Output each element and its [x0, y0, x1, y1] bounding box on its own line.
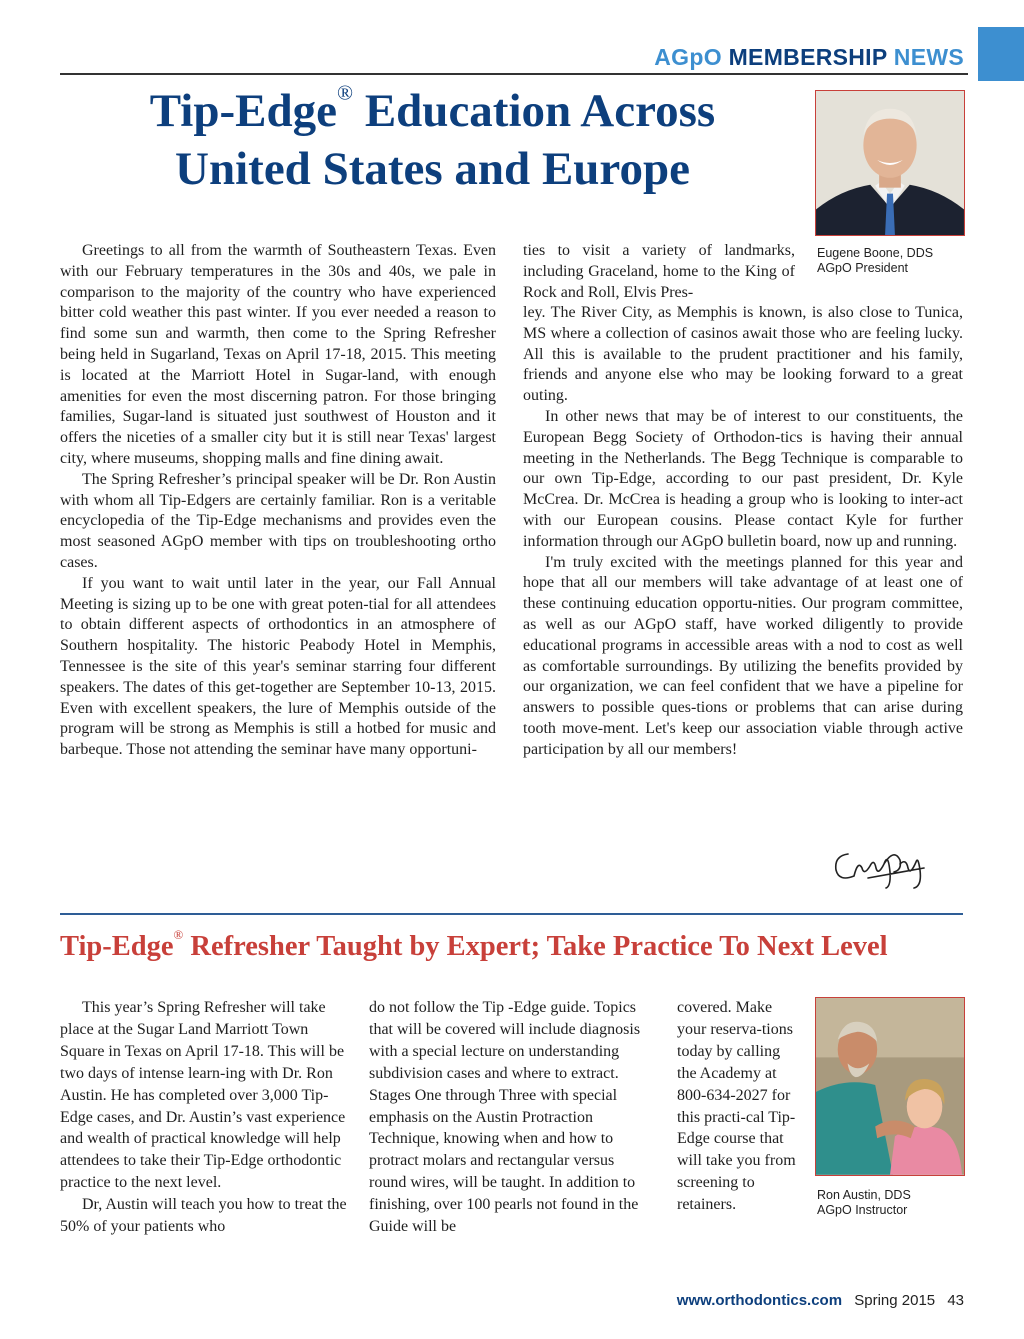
article2-paragraph: do not follow the Tip -Edge guide. Topics that will be covered will include diagnosis with a special lecture on understanding subdivision cases and where to extract. Stages One through Three with special emphasis on the Austin Protraction Technique, knowing when and how to protract molars and rectangular versus round wires, will be taught. In addition to finishing, over 100 pearls not found in the Guide will be — [369, 999, 641, 1236]
article1-paragraph: If you want to wait until later in the year, our Fall Annual Meeting is sizing up to be one with great poten-tial for all attendees to obtain different aspects of orthodontics in an atmosphere of Southern hospitality. The historic Peabody Hotel in Memphis, Tennessee is the site of this year's seminar starring four different speakers. The dates of this get-together are September 10-13, 2015. Even with excellent speakers, the lure of Memphis outside of the program will be strong as Memphis is still a hotbed for music and barbeque. Those not attending the seminar have many opportuni- — [60, 574, 496, 759]
section-divider — [60, 913, 963, 915]
article2-paragraph: This year’s Spring Refresher will take place at the Sugar Land Marriott Town Square in Texas on April 17-18. This will be two days of intense learn-ing with Dr. Ron Austin. He has completed over 3,000 Tip-Edge cases, and Dr. Austin’s vast experience and wealth of practical knowledge will help attendees to take their Tip-Edge orthodontic practice to the next level. — [60, 999, 346, 1192]
subhead-brand: Tip-Edge — [60, 931, 174, 962]
section-label-news: NEWS — [893, 44, 964, 70]
headline-brand: Tip-Edge — [149, 85, 337, 137]
page-footer — [677, 1292, 964, 1309]
instructor-image — [816, 998, 964, 1175]
article1-paragraph: ties to visit a variety of landmarks, including Graceland, home to the King of Rock and Roll, Elvis Pres- — [523, 242, 795, 301]
instructor-name: Ron Austin, DDS — [817, 1188, 911, 1202]
section-tab-marker — [978, 27, 1024, 81]
article1-column-left — [60, 241, 496, 761]
president-photo — [815, 90, 965, 236]
headline-line-1 — [60, 82, 805, 140]
article2-headline — [60, 929, 970, 965]
article1-paragraph: The Spring Refresher’s principal speaker will be Dr. Ron Austin with whom all Tip-Edgers are certainly familiar. Ron is a veritable encyclopedia of the Tip-Edge mechanisms and provides even the most seasoned AGpO member with tips on troubleshooting ortho cases. — [60, 470, 496, 571]
article2-column-1 — [60, 997, 347, 1238]
instructor-caption — [817, 1188, 911, 1218]
article2-paragraph: covered. Make your reserva-tions today by calling the Academy at 800-634-2027 for this practi-cal Tip-Edge course that will take you from screening to retainers. — [677, 999, 796, 1214]
section-label-agpo: AGpO — [654, 44, 722, 70]
subhead-text: Refresher Taught by Expert; Take Practice To Next Level — [183, 931, 888, 962]
signature-image — [830, 842, 930, 892]
article2-column-3 — [677, 997, 801, 1216]
article1-column-right — [523, 303, 963, 761]
article1-column-right-narrow — [523, 241, 795, 303]
portrait-image — [816, 91, 964, 235]
registered-mark: ® — [173, 927, 184, 942]
article1-paragraph: Greetings to all from the warmth of Southeastern Texas. Even with our February temperatures in the 30s and 40s, we pale in comparison to the majority of the country who have experienced bitter cold weather this past winter. If you ever needed a reason to find some sun and warmth, then come to the Spring Refresher being held in Sugarland, Texas on April 17-18, 2015. This meeting is located at the Marriott Hotel in Sugar-land, with enough amenities for even the most discerning patron. For those bringing families, Sugar-land is situated just southwest of Houston and it offers the niceties of a smaller city but it is still near Texas' largest city, where museums, shopping malls and fine dining await. — [60, 242, 496, 467]
instructor-photo — [815, 997, 965, 1176]
headline-line-2: United States and Europe — [175, 143, 690, 195]
header-rule — [60, 73, 968, 75]
section-label-membership: MEMBERSHIP — [728, 44, 888, 70]
president-name: Eugene Boone, DDS — [817, 246, 934, 260]
article2-paragraph: Dr, Austin will teach you how to treat the 50% of your patients who — [60, 1196, 347, 1236]
article1-paragraph: In other news that may be of interest to our constituents, the European Begg Society of Orthodon-tics is having their annual meeting in the Netherlands. The Begg Technique is comparable to our own Tip-Edge, according to our past president, Dr. Kyle McCrea. Dr. McCrea is heading a group who is looking to inter-act with our European cousins. Please contact Kyle for further information through our AGpO bulletin board, now up and running. — [523, 407, 963, 550]
article1-paragraph: ley. The River City, as Memphis is known, is also close to Tunica, MS where a collection of casinos await those who are feeling lucky. All this is available to the prudent practitioner and his family, friends and anyone else who may be looking forward to a great outing. — [523, 304, 963, 405]
instructor-role: AGpO Instructor — [817, 1203, 908, 1217]
article1-paragraph: I'm truly excited with the meetings planned for this year and hope that all our members will take advantage of at least one of these continuing education opportu-nities. Our program committee, as well as our AGpO staff, have worked diligently to provide educational programs in accessible areas with a nod to cost as well as comfortable surroundings. By utilizing the benefits provided by our organization, we can feel confident that we have a pipeline for answers to possible ques-tions or problems that can arise during tooth move-ment. Let's keep our association viable through active participation by all our members! — [523, 553, 963, 758]
section-label — [654, 44, 964, 71]
headline-text: Education Across — [353, 85, 716, 137]
president-role: AGpO President — [817, 261, 909, 275]
article-headline — [60, 82, 805, 198]
article2-column-2 — [369, 997, 654, 1238]
president-caption — [817, 246, 933, 276]
footer-url[interactable]: www.orthodontics.com — [676, 1292, 843, 1309]
footer-issue: Spring 2015 — [854, 1292, 936, 1309]
page-number: 43 — [947, 1292, 964, 1309]
registered-mark: ® — [337, 80, 354, 105]
